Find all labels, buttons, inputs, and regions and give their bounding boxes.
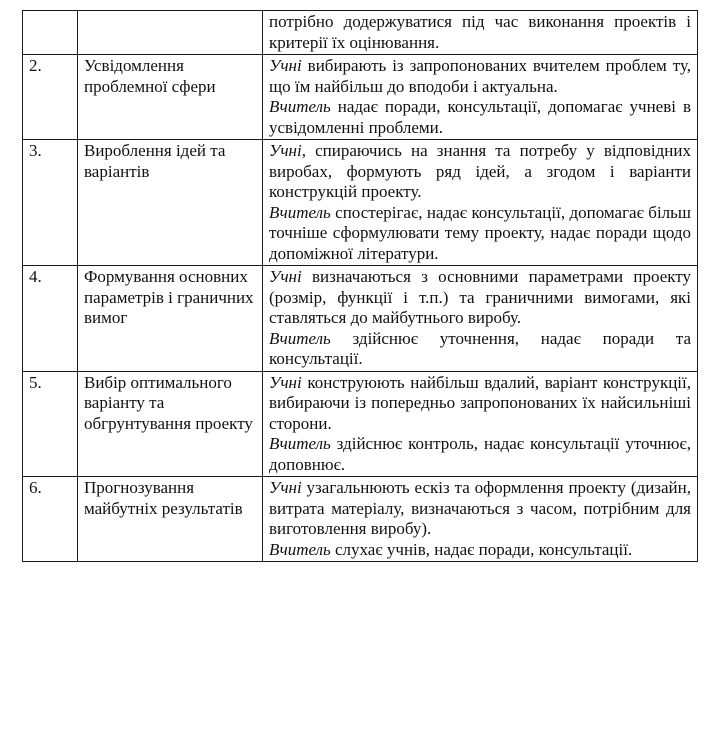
actor-label: Вчитель	[269, 539, 331, 559]
description-paragraph	[269, 203, 691, 265]
table-row	[23, 266, 698, 372]
stage-name	[78, 11, 263, 55]
stage-name: Прогнозування майбутніх результатів	[78, 477, 263, 562]
actor-label: Учні	[269, 267, 302, 286]
table-row	[23, 477, 698, 562]
stage-number: 6.	[23, 477, 78, 562]
table-body	[23, 11, 698, 562]
actor-label: Учні	[269, 478, 302, 497]
stage-number: 4.	[23, 266, 78, 372]
paragraph-text: конструюють найбільш вдалий, варіант конструкції, вибираючи із попередньо запропонованих їх найсильніші сторони.	[269, 372, 691, 433]
stage-description	[263, 11, 698, 55]
actor-label: Учні	[269, 56, 302, 75]
description-paragraph	[269, 540, 691, 561]
actor-label: Учні	[269, 372, 302, 392]
stage-description	[263, 477, 698, 562]
stage-name: Усвідомлення проблемної сфери	[78, 55, 263, 140]
project-stages-table	[22, 10, 698, 562]
table-row	[23, 140, 698, 266]
paragraph-text: вибирають із запропонованих вчителем проблем ту, що їм найбільш до вподоби і актуальна.	[269, 56, 691, 96]
paragraph-text: узагальнюють ескіз та оформлення проекту (дизайн, витрата матеріалу, визначаються з часом, потрібним для виготовлення виробу).	[269, 478, 691, 538]
actor-label: Вчитель	[269, 97, 331, 116]
description-paragraph	[269, 56, 691, 97]
table-row	[23, 11, 698, 55]
paragraph-text: здійснює контроль, надає консультації уточнює, доповнює.	[269, 434, 691, 474]
stage-number: 5.	[23, 371, 78, 477]
stage-number: 3.	[23, 140, 78, 266]
description-paragraph	[269, 478, 691, 540]
stage-name: Вибір оптимального варіанту та обгрунтування проекту	[78, 371, 263, 477]
description-paragraph	[269, 97, 691, 138]
description-paragraph	[269, 434, 691, 475]
paragraph-text: надає поради, консультації, допомагає учневі в усвідомленні проблеми.	[269, 97, 691, 137]
paragraph-text: , спираючись на знання та потребу у відповідних виробах, формують ряд ідей, а згодом і варіанти конструкцій проекту.	[269, 141, 691, 201]
paragraph-text: спостерігає, надає консультації, допомагає більш точніше сформулювати тему проекту, надає поради щодо допоміжної літератури.	[269, 202, 691, 263]
description-paragraph	[269, 329, 691, 370]
paragraph-text: потрібно додержуватися під час виконання проектів і критерії їх оцінювання.	[269, 12, 691, 52]
stage-number	[23, 11, 78, 55]
actor-label: Учні	[269, 141, 302, 160]
paragraph-text: слухає учнів, надає поради, консультації.	[330, 539, 633, 559]
stage-description	[263, 371, 698, 477]
description-paragraph	[269, 267, 691, 329]
table-row	[23, 371, 698, 477]
description-paragraph	[269, 141, 691, 203]
stage-description	[263, 266, 698, 372]
stage-name: Вироблення ідей та варіантів	[78, 140, 263, 266]
actor-label: Вчитель	[269, 202, 331, 222]
table-row	[23, 55, 698, 140]
description-paragraph	[269, 373, 691, 435]
paragraph-text: визначаються з основними параметрами проекту (розмір, функції і т.п.) та граничними вимогами, які ставляться до майбутнього виробу.	[269, 267, 691, 327]
paragraph-text: здійснює уточнення, надає поради та консультації.	[269, 328, 691, 368]
description-paragraph	[269, 12, 691, 53]
stage-name: Формування основних параметрів і граничних вимог	[78, 266, 263, 372]
stage-description	[263, 55, 698, 140]
actor-label: Вчитель	[269, 434, 331, 453]
stage-number: 2.	[23, 55, 78, 140]
stage-description	[263, 140, 698, 266]
actor-label: Вчитель	[269, 328, 331, 348]
document-page	[22, 10, 698, 562]
